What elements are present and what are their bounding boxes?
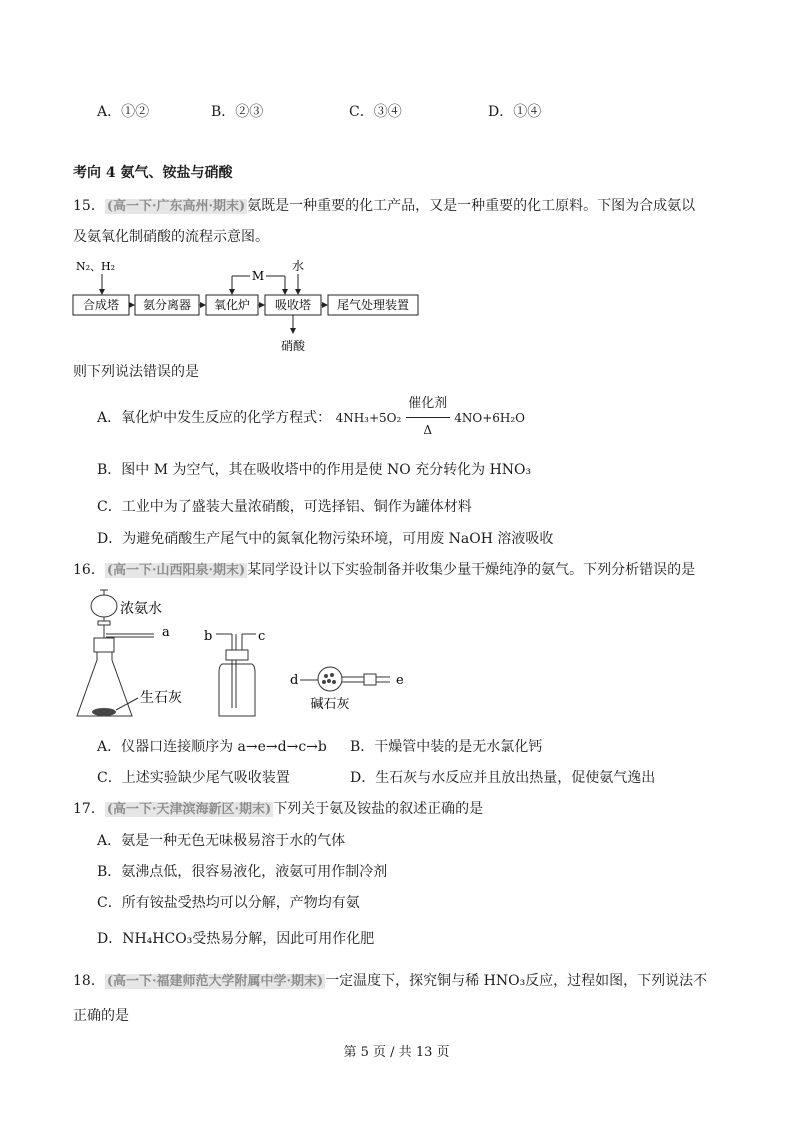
q17-option-a: A．氨是一种无色无味极易溶于水的气体 — [97, 833, 346, 849]
catalyst-label: 催化剂 — [408, 396, 448, 411]
soda-lime-label: 碱石灰 — [310, 697, 350, 712]
flow-m-label: M — [251, 269, 265, 283]
flask-stopper — [94, 638, 114, 652]
q18-stem2: 正确的是 — [73, 1008, 129, 1024]
heat-label: Δ — [423, 423, 433, 437]
q17-option-b: B．氨沸点低，很容易液化，液氨可用作制冷剂 — [97, 864, 388, 880]
q17-option-c: C．所有铵盐受热均可以分解，产物均有氨 — [97, 895, 360, 911]
q16-line1 — [73, 561, 695, 580]
ammonia-water-label: 浓氨水 — [120, 601, 162, 617]
q18-stem1: 一定温度下，探究铜与稀 HNO₃反应，过程如图，下列说法不 — [325, 973, 708, 989]
q15-line1 — [73, 197, 695, 216]
quicklime-label: 生石灰 — [140, 690, 182, 706]
section-title: 考向 4 氨气、铵盐与硝酸 — [73, 165, 233, 181]
q16-option-d: D．生石灰与水反应并且放出热量，促使氨气逸出 — [350, 770, 656, 786]
option-c: C．③④ — [349, 104, 402, 120]
q16-stem: 某同学设计以下实验制备并收集少量干燥纯净的氨气。下列分析错误的是 — [247, 562, 696, 578]
q17-stem: 下列关于氨及铵盐的叙述正确的是 — [273, 801, 484, 817]
flow-box-label: 氨分离器 — [142, 298, 192, 312]
q15-source: (高一下·广东高州·期末) — [106, 199, 246, 214]
q15-option-b: B．图中 M 为空气，其在吸收塔中的作用是使 NO 充分转化为 HNO₃ — [97, 462, 532, 478]
flow-output-label: 硝酸 — [280, 339, 306, 353]
q16-option-c: C．上述实验缺少尾气吸收装置 — [97, 770, 290, 786]
q17-number: 17． — [73, 801, 105, 817]
q18-source: (高一下·福建师范大学附属中学·期末) — [106, 974, 324, 989]
q15-stem1: 氨既是一种重要的化工产品，又是一种重要的化工原料。下图为合成氨以 — [247, 198, 696, 214]
q17-line1 — [73, 800, 483, 819]
port-e-label: e — [396, 673, 404, 688]
flow-box-label: 吸收塔 — [274, 298, 312, 312]
option-d: D．①④ — [488, 104, 542, 120]
q18-line1 — [73, 972, 707, 991]
q16-number: 16． — [73, 562, 105, 578]
q15-option-d: D．为避免硝酸生产尾气中的氮氧化物污染环境，可用废 NaOH 溶液吸收 — [97, 531, 554, 547]
page-footer: 第 5 页 / 共 13 页 — [343, 1045, 450, 1060]
flow-box-label: 合成塔 — [82, 298, 120, 312]
option-a: A．①② — [97, 104, 150, 120]
q18-number: 18． — [73, 973, 105, 989]
equation-reactants: 4NH₃+5O₂ — [335, 411, 402, 425]
port-c-label: c — [258, 629, 266, 644]
option-b: B．②③ — [211, 104, 264, 120]
reaction-condition — [406, 396, 450, 437]
equation-products: 4NO+6H₂O — [454, 411, 525, 425]
port-b-label: b — [204, 629, 213, 644]
q15-option-a — [97, 396, 525, 437]
port-d-label: d — [290, 673, 299, 688]
q16-option-a: A．仪器口连接顺序为 a→e→d→c→b — [97, 739, 327, 755]
reaction-bar — [406, 417, 450, 418]
q17-option-d: D．NH₄HCO₃受热易分解，因此可用作化肥 — [97, 931, 375, 947]
q15-number: 15． — [73, 198, 105, 214]
port-a-label: a — [162, 625, 170, 640]
q16-option-b: B．干燥管中装的是无水氯化钙 — [350, 739, 543, 755]
separatory-funnel — [91, 595, 117, 617]
flow-input-label: N₂、H₂ — [76, 260, 116, 273]
q15-option-a-text: A．氧化炉中发生反应的化学方程式： — [97, 410, 332, 426]
q17-source: (高一下·天津滨海新区·期末) — [106, 802, 272, 817]
conical-flask — [77, 652, 132, 716]
q15-stem2: 及氨氧化制硝酸的流程示意图。 — [73, 229, 269, 245]
drying-tube — [318, 667, 342, 691]
flow-water-label: 水 — [291, 259, 305, 273]
q15-prompt: 则下列说法错误的是 — [73, 364, 199, 380]
ammonia-apparatus-diagram — [72, 588, 422, 723]
flow-box-label: 氧化炉 — [213, 298, 251, 312]
flow-box-label: 尾气处理装置 — [336, 298, 410, 312]
q16-source: (高一下·山西阳泉·期末) — [106, 563, 246, 578]
q15-option-c: C．工业中为了盛装大量浓硝酸，可选择铝、铜作为罐体材料 — [97, 499, 472, 515]
ammonia-flow-diagram — [70, 256, 430, 356]
gas-collection-bottle — [219, 664, 255, 716]
